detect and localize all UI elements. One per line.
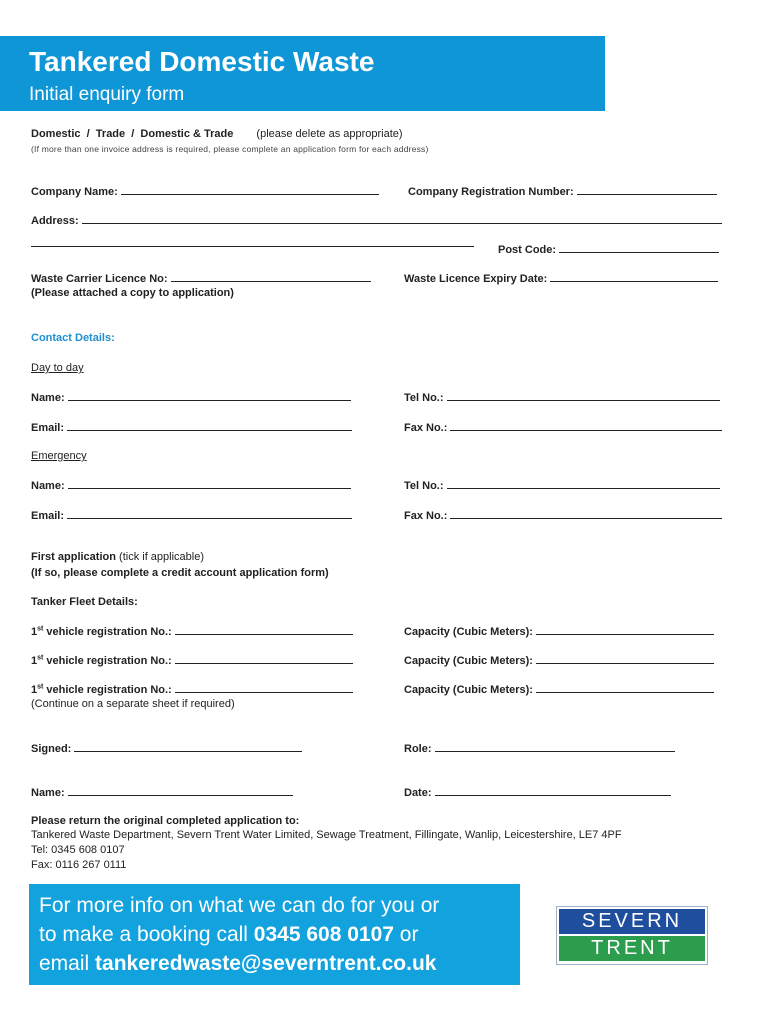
- role-field[interactable]: [404, 742, 675, 755]
- day-email-label: Email:: [31, 422, 65, 434]
- address-line-2[interactable]: [31, 246, 474, 247]
- delete-note: (please delete as appropriate): [256, 128, 403, 140]
- vehicle-reg-label: vehicle registration No.:: [43, 626, 172, 638]
- postcode-field[interactable]: [498, 243, 719, 256]
- customer-type-options[interactable]: Domestic / Trade / Domestic & Trade: [31, 128, 234, 140]
- emergency-heading: Emergency: [31, 450, 87, 462]
- vehicle-ordinal-suffix: st: [37, 625, 44, 633]
- vehicle-reg-field-1[interactable]: [31, 625, 353, 638]
- vehicle-reg-field-3[interactable]: [31, 683, 353, 696]
- day-email-field[interactable]: [31, 421, 352, 434]
- vehicle-reg-field-2[interactable]: [31, 654, 353, 667]
- emergency-email-field[interactable]: [31, 509, 352, 522]
- signoff-name-field[interactable]: [31, 786, 293, 799]
- signed-field[interactable]: [31, 742, 302, 755]
- info-line-1: For more info on what we can do for you or: [39, 894, 440, 917]
- vehicle-ordinal: 1: [31, 655, 38, 667]
- info-or-text: or: [393, 923, 419, 946]
- licence-expiry-line[interactable]: [550, 272, 718, 282]
- return-address: Tankered Waste Department, Severn Trent Water Limited, Sewage Treatment, Fillingate, Wanlip, Leicestershire, LE7 4PF: [31, 829, 622, 841]
- postcode-line[interactable]: [559, 243, 719, 253]
- emergency-name-line[interactable]: [68, 479, 351, 489]
- form-title: Tankered Domestic Waste: [29, 46, 375, 77]
- emergency-name-label: Name:: [31, 480, 65, 492]
- company-reg-field[interactable]: [408, 185, 717, 198]
- company-reg-line[interactable]: [577, 185, 717, 195]
- capacity-line-1[interactable]: [536, 625, 714, 635]
- signoff-name-line[interactable]: [68, 786, 293, 796]
- capacity-line-2[interactable]: [536, 654, 714, 664]
- day-to-day-heading: Day to day: [31, 362, 84, 374]
- day-fax-field[interactable]: [404, 421, 722, 434]
- vehicle-ordinal-suffix: st: [37, 654, 44, 662]
- info-line-2: [39, 923, 418, 947]
- capacity-field-3[interactable]: [404, 683, 714, 696]
- signoff-name-label: Name:: [31, 787, 65, 799]
- return-heading: Please return the original completed application to:: [31, 815, 300, 827]
- capacity-field-1[interactable]: [404, 625, 714, 638]
- vehicle-ordinal-suffix: st: [37, 683, 44, 691]
- severn-trent-logo: [556, 906, 708, 965]
- day-fax-line[interactable]: [450, 421, 722, 431]
- postcode-label: Post Code:: [498, 244, 557, 256]
- vehicle-ordinal: 1: [31, 626, 38, 638]
- info-email-text: email: [39, 952, 96, 975]
- logo-severn: SEVERN: [559, 909, 705, 934]
- return-tel: Tel: 0345 608 0107: [31, 844, 125, 856]
- address-field[interactable]: [31, 214, 722, 227]
- header-banner: [0, 36, 605, 111]
- company-name-field[interactable]: [31, 185, 379, 198]
- capacity-label: Capacity (Cubic Meters):: [404, 626, 533, 638]
- vehicle-reg-label: vehicle registration No.:: [43, 684, 172, 696]
- first-application-label: First application: [31, 551, 116, 563]
- day-name-label: Name:: [31, 392, 65, 404]
- emergency-fax-line[interactable]: [450, 509, 722, 519]
- emergency-fax-label: Fax No.:: [404, 510, 448, 522]
- day-fax-label: Fax No.:: [404, 422, 448, 434]
- date-label: Date:: [404, 787, 432, 799]
- company-reg-label: Company Registration Number:: [408, 186, 574, 198]
- contact-heading: Contact Details:: [31, 332, 115, 344]
- vehicle-reg-line-3[interactable]: [175, 683, 353, 693]
- continue-note: (Continue on a separate sheet if required): [31, 698, 235, 710]
- emergency-tel-label: Tel No.:: [404, 480, 444, 492]
- capacity-label: Capacity (Cubic Meters):: [404, 655, 533, 667]
- licence-expiry-label: Waste Licence Expiry Date:: [404, 273, 548, 285]
- carrier-licence-label: Waste Carrier Licence No:: [31, 273, 168, 285]
- licence-expiry-field[interactable]: [404, 272, 718, 285]
- form-subtitle: Initial enquiry form: [29, 84, 185, 105]
- day-tel-field[interactable]: [404, 391, 720, 404]
- info-call-text: to make a booking call: [39, 923, 254, 946]
- carrier-licence-field[interactable]: [31, 272, 371, 285]
- info-line-3: [39, 952, 436, 976]
- emergency-name-field[interactable]: [31, 479, 351, 492]
- capacity-line-3[interactable]: [536, 683, 714, 693]
- invoice-note: (If more than one invoice address is required, please complete an application form for each address): [31, 144, 429, 154]
- info-banner: [29, 884, 520, 985]
- signed-label: Signed:: [31, 743, 72, 755]
- day-tel-label: Tel No.:: [404, 392, 444, 404]
- date-line[interactable]: [435, 786, 671, 796]
- emergency-tel-line[interactable]: [447, 479, 720, 489]
- carrier-licence-note: (Please attached a copy to application): [31, 287, 234, 299]
- logo-trent: TRENT: [559, 936, 705, 961]
- carrier-licence-line[interactable]: [171, 272, 371, 282]
- company-name-line[interactable]: [121, 185, 379, 195]
- emergency-tel-field[interactable]: [404, 479, 720, 492]
- email-link[interactable]: tankeredwaste@severntrent.co.uk: [95, 952, 437, 975]
- emergency-email-label: Email:: [31, 510, 65, 522]
- company-name-label: Company Name:: [31, 186, 118, 198]
- day-name-field[interactable]: [31, 391, 351, 404]
- return-fax: Fax: 0116 267 0111: [31, 859, 127, 871]
- capacity-field-2[interactable]: [404, 654, 714, 667]
- day-email-line[interactable]: [67, 421, 352, 431]
- day-tel-line[interactable]: [447, 391, 720, 401]
- day-name-line[interactable]: [68, 391, 351, 401]
- address-label: Address:: [31, 215, 79, 227]
- fleet-heading: Tanker Fleet Details:: [31, 596, 138, 608]
- vehicle-reg-line-1[interactable]: [175, 625, 353, 635]
- vehicle-reg-line-2[interactable]: [175, 654, 353, 664]
- emergency-fax-field[interactable]: [404, 509, 722, 522]
- address-line-1[interactable]: [82, 214, 722, 224]
- date-field[interactable]: [404, 786, 671, 799]
- role-line[interactable]: [435, 742, 675, 752]
- first-application-row[interactable]: [31, 551, 204, 563]
- capacity-label: Capacity (Cubic Meters):: [404, 684, 533, 696]
- credit-account-note: (If so, please complete a credit account application form): [31, 567, 329, 579]
- emergency-email-line[interactable]: [67, 509, 352, 519]
- vehicle-reg-label: vehicle registration No.:: [43, 655, 172, 667]
- role-label: Role:: [404, 743, 432, 755]
- vehicle-ordinal: 1: [31, 684, 38, 696]
- customer-type-row: [31, 128, 403, 140]
- first-application-tick-note: (tick if applicable): [115, 551, 205, 563]
- signed-line[interactable]: [74, 742, 302, 752]
- booking-phone-link[interactable]: 0345 608 0107: [253, 923, 394, 946]
